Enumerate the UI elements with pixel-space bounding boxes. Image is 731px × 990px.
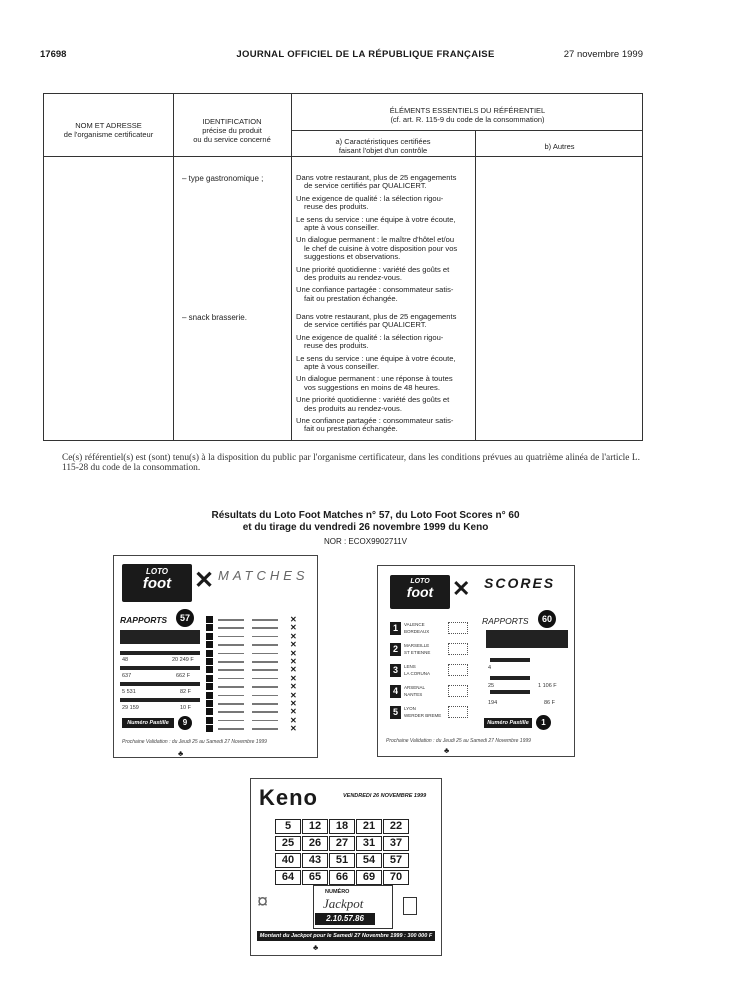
rapports-header-bar [486, 630, 568, 648]
numero-pastille-badge: 1 [536, 715, 551, 730]
rank-1-amount: 20 249 F [172, 657, 194, 663]
team-name-line [218, 695, 244, 697]
keno-number: 70 [383, 870, 409, 885]
team-name-line [252, 728, 278, 730]
team-name-line [252, 695, 278, 697]
loto-foot-logo: LOTO foot [390, 575, 450, 609]
rank-3-count: 194 [488, 700, 498, 706]
team-name-line [218, 669, 244, 671]
keno-number: 66 [329, 870, 355, 885]
numero-pastille-label: Numéro Pastille [122, 718, 174, 728]
keno-number: 43 [302, 853, 328, 868]
team-name-line [252, 711, 278, 713]
match-number-box [206, 692, 213, 699]
team-name-line [218, 703, 244, 705]
item-gastronomique: – type gastronomique ; [182, 174, 264, 183]
results-title-1: Résultats du Loto Foot Matches n° 57, du Loto Foot Scores n° 60 [211, 510, 520, 521]
team-name-line [252, 703, 278, 705]
keno-jackpot-footer: Montant du Jackpot pour le Samedi 27 Novembre 1999 : 300 000 F [257, 931, 435, 941]
keno-title: Keno [259, 785, 318, 810]
team-name-line [252, 653, 278, 655]
match-number-box [206, 658, 213, 665]
keno-number: 64 [275, 870, 301, 885]
keno-number: 27 [329, 836, 355, 851]
result-x-icon: ✕ [290, 699, 297, 708]
keno-number: 18 [329, 819, 355, 834]
rank-4-count: 29 159 [122, 705, 139, 711]
keno-number: 51 [329, 853, 355, 868]
score-team-away: WERDER BREME [404, 713, 442, 718]
result-x-icon: ✕ [290, 623, 297, 633]
cell-gastronomique: Dans votre restaurant, plus de 25 engagements de service certifiés par QUALICERT. Une exigence de qualité : la sélection rigou- reuse des produits. Le sens du service : une équipe à votre écoute, apte à vous conseiller. Un dialogue permanent : le maître d'hôtel et/ou le chef de cuisine à votre disposition pour vos suggestions et observations. Une priorité quotidienne : variété des goûts et des produits au rendez-vous. Une confiance partagée : consommateur satis- fait ou prestation échangée. [296, 173, 458, 303]
score-match-number: 1 [390, 622, 401, 635]
matches-footer: Prochaine Validation : du Jeudi 25 au Samedi 27 Novembre 1999 [122, 739, 267, 745]
team-name-line [218, 720, 244, 722]
col-head-caracteristiques: a) Caractéristiques certifiées faisant l'objet d'un contrôle [335, 137, 431, 155]
keno-numbers-grid [275, 819, 415, 895]
scores-heading: SCORES [484, 575, 556, 591]
clover-icon: ♣ [178, 749, 184, 758]
rapports-label: RAPPORTS [120, 615, 168, 625]
team-name-line [218, 636, 244, 638]
loto-foot-scores-card [377, 565, 575, 757]
result-x-icon: ✕ [290, 615, 297, 624]
keno-number: 54 [356, 853, 382, 868]
result-x-icon: ✕ [290, 707, 297, 717]
keno-number: 5 [275, 819, 301, 834]
team-name-line [218, 644, 244, 646]
clover-icon: ♣ [444, 746, 450, 755]
result-x-icon: ✕ [290, 715, 297, 725]
score-grid [448, 706, 468, 718]
score-grid [448, 643, 468, 655]
score-team-away: ST ETIENNE [404, 650, 431, 655]
rank-3-amount: 82 F [180, 689, 192, 695]
numero-pastille-label: Numéro Pastille [484, 718, 532, 728]
team-name-line [252, 661, 278, 663]
score-team-away: NANTES [404, 692, 423, 697]
keno-number: 12 [302, 819, 328, 834]
rank-1-count: 4 [488, 665, 492, 671]
rank-3-amount: 86 F [544, 700, 556, 706]
jackpot-label: Jackpot [323, 896, 364, 911]
result-x-icon: ✕ [290, 682, 297, 692]
match-number-box [206, 650, 213, 657]
team-name-line [218, 619, 244, 621]
keno-number: 57 [383, 853, 409, 868]
keno-number: 65 [302, 870, 328, 885]
col-head-autres: b) Autres [544, 142, 575, 151]
score-team-home: LENS [404, 664, 416, 669]
matches-heading: MATCHES [218, 568, 309, 583]
results-title-2: et du tirage du vendredi 26 novembre 1999 du Keno [242, 522, 489, 533]
rank-2-count: 25 [488, 683, 495, 689]
team-name-line [252, 619, 278, 621]
team-name-line [218, 627, 244, 629]
keno-date: VENDREDI 26 NOVEMBRE 1999 [343, 793, 427, 799]
col-head-elements: ÉLÉMENTS ESSENTIELS DU RÉFÉRENTIEL (cf. art. R. 115-9 du code de la consommation) [389, 106, 546, 124]
match-number-box [206, 708, 213, 715]
score-grid [448, 664, 468, 676]
rank-2-count: 637 [122, 673, 132, 679]
team-name-line [218, 653, 244, 655]
score-team-home: MARSEILLE [404, 643, 430, 648]
match-rows [206, 616, 316, 736]
journal-title: JOURNAL OFFICIEL DE LA RÉPUBLIQUE FRANÇAISE [236, 49, 495, 60]
result-x-icon: ✕ [290, 640, 297, 650]
rank-2-amount: 662 F [176, 673, 191, 679]
keno-number: 21 [356, 819, 382, 834]
score-match-number: 5 [390, 706, 401, 719]
loto-foot-logo: LOTO foot [122, 564, 192, 602]
team-name-line [218, 678, 244, 680]
match-number-box [206, 666, 213, 673]
keno-number: 40 [275, 853, 301, 868]
result-x-icon: ✕ [290, 690, 297, 700]
page-number: 17698 [40, 49, 67, 60]
match-number-box [206, 675, 213, 682]
x-mark-icon: ✕ [194, 567, 215, 594]
match-number-box [206, 616, 213, 623]
keno-number: 37 [383, 836, 409, 851]
keno-number: 69 [356, 870, 382, 885]
result-x-icon: ✕ [290, 724, 297, 734]
match-number-box [206, 624, 213, 631]
draw-number-badge: 57 [176, 609, 194, 627]
score-team-home: LYON [404, 706, 416, 711]
referentiel-table [43, 93, 643, 441]
scores-footer: Prochaine Validation : du Jeudi 25 au Samedi 27 Novembre 1999 [386, 738, 531, 744]
keno-number: 25 [275, 836, 301, 851]
match-number-box [206, 700, 213, 707]
team-name-line [218, 661, 244, 663]
rank-3-count: 5 531 [122, 689, 136, 695]
cell-snack: Dans votre restaurant, plus de 25 engagements de service certifiés par QUALICERT. Une exigence de qualité : la sélection rigou- reuse des produits. Le sens du service : une équipe à votre écoute, apte à vous conseiller. Un dialogue permanent : une réponse à toutes vos suggestions en moins de 48 heures. Une priorité quotidienne : variété des goûts et des produits au rendez-vous. Une confiance partagée : consommateur satis- fait ou prestation échangée. [296, 312, 457, 434]
match-number-box [206, 717, 213, 724]
team-name-line [218, 686, 244, 688]
jackpot-number: 2.10.57.86 [315, 913, 375, 925]
match-number-box [206, 725, 213, 732]
score-match-number: 2 [390, 643, 401, 656]
nor-reference: NOR : ECOX9902711V [323, 537, 407, 546]
numero-pastille-badge: 9 [178, 716, 192, 730]
item-snack: – snack brasserie. [182, 313, 247, 322]
result-x-icon: ✕ [290, 631, 297, 641]
team-name-line [252, 644, 278, 646]
rank-2-amount: 1 106 F [538, 683, 557, 689]
result-x-icon: ✕ [290, 657, 297, 666]
team-name-line [252, 720, 278, 722]
team-name-line [252, 636, 278, 638]
match-number-box [206, 641, 213, 648]
keno-number: 26 [302, 836, 328, 851]
score-grid [448, 622, 468, 634]
x-mark-icon: ✕ [452, 576, 471, 601]
jackpot-numero-label: NUMÉRO [325, 889, 350, 895]
col-head-organisme: NOM ET ADRESSE de l'organisme certificateur [63, 121, 154, 139]
result-x-icon: ✕ [290, 665, 297, 675]
col-head-identification: IDENTIFICATION précise du produit ou du service concerné [193, 117, 271, 144]
team-name-line [218, 728, 244, 730]
team-name-line [252, 678, 278, 680]
keno-number: 31 [356, 836, 382, 851]
team-name-line [252, 686, 278, 688]
match-number-box [206, 633, 213, 640]
score-grid [448, 685, 468, 697]
score-team-home: ARSENAL [404, 685, 426, 690]
score-rows [390, 622, 480, 727]
keno-number: 22 [383, 819, 409, 834]
team-name-line [252, 669, 278, 671]
footnote: Ce(s) référentiel(s) est (sont) tenu(s) à la disposition du public par l'organisme certificateur, dans les conditions prévues au quatrième alinéa de l'article L. 115-28 du code de la consommation. [62, 453, 640, 473]
score-match-number: 4 [390, 685, 401, 698]
team-name-line [218, 711, 244, 713]
score-team-away: BORDEAUX [404, 629, 430, 634]
keno-card [250, 778, 442, 956]
loto-foot-matches-card [113, 555, 318, 758]
coins-icon: ¤ [257, 891, 269, 913]
draw-number-badge: 60 [538, 610, 556, 628]
team-name-line [252, 627, 278, 629]
page-date: 27 novembre 1999 [563, 49, 643, 60]
rapports-header-bar [120, 630, 200, 644]
result-x-icon: ✕ [290, 648, 297, 658]
score-match-number: 3 [390, 664, 401, 677]
score-team-away: LA CORUNA [404, 671, 431, 676]
score-team-home: VALENCE [404, 622, 425, 627]
rank-1-count: 48 [122, 657, 129, 663]
result-x-icon: ✕ [290, 673, 297, 683]
clover-icon: ♣ [313, 943, 319, 952]
rank-4-amount: 10 F [180, 705, 192, 711]
rapports-label: RAPPORTS [482, 616, 529, 626]
match-number-box [206, 683, 213, 690]
ticket-icon [403, 897, 417, 915]
